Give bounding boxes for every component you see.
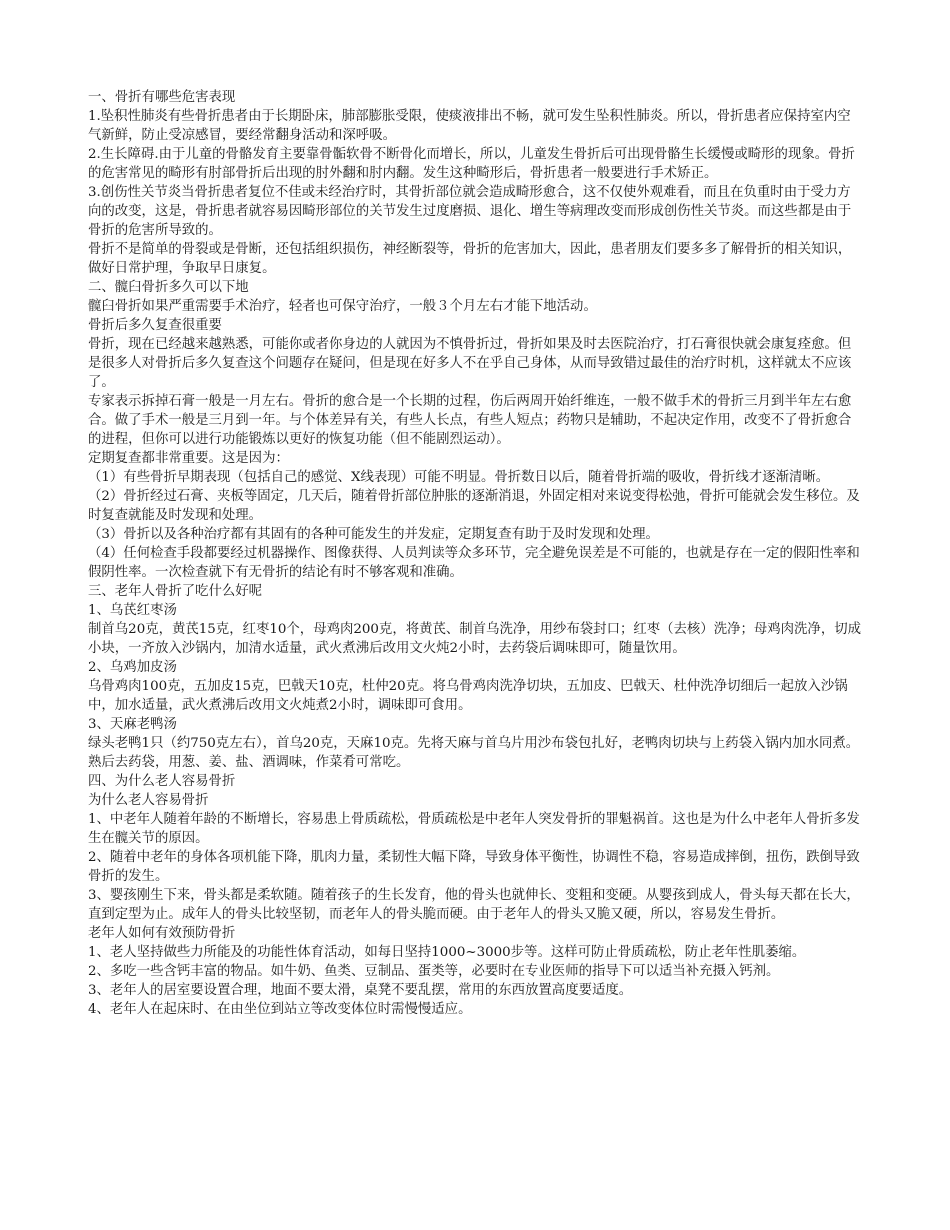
list-item: 3、婴孩刚生下来，骨头都是柔软随。随着孩子的生长发育，他的骨头也就伸长、变粗和变硬。从婴孩到成人，骨头每天都在长大，直到定型为止。成年人的骨头比较坚韧，而老年人的骨头脆而硬。由于老年人的骨头又脆又硬，所以，容易发生骨折。 bbox=[88, 888, 860, 922]
list-item: 3、老年人的居室要设置合理，地面不要太滑，桌凳不要乱摆，常用的东西放置高度要适度。 bbox=[88, 983, 633, 998]
list-item: （2）骨折经过石膏、夹板等固定，几天后，随着骨折部位肿胀的逐渐消退，外固定相对来说变得松弛，骨折可能就会发生移位。及时复查就能及时发现和处理。 bbox=[88, 489, 860, 523]
section-heading: 四、为什么老人容易骨折 bbox=[88, 774, 236, 789]
paragraph: 绿头老鸭1只（约750克左右），首乌20克，天麻10克。先将天麻与首乌片用沙布袋包扎好，老鸭肉切块与上药袋入锅内加水同煮。熟后去药袋，用葱、姜、盐、酒调味，作菜肴可常吃。 bbox=[88, 736, 860, 770]
paragraph: 专家表示拆掉石膏一般是一月左右。骨折的愈合是一个长期的过程，伤后两周开始纤维连，一般不做手术的骨折三月到半年左右愈合。做了手术一般是三月到一年。与个体差异有关，有些人长点，有些人短点；药物只是辅助，不起决定作用，改变不了骨折愈合的进程，但你可以进行功能锻炼以更好的恢复功能（但不能剧烈运动）。 bbox=[88, 394, 852, 447]
list-item: 1、老人坚持做些力所能及的功能性体育活动，如每日坚持1000~3000步等。这样可防止骨质疏松，防止老年性肌萎缩。 bbox=[88, 945, 806, 960]
paragraph: 2.生长障碍.由于儿童的骨骼发育主要靠骨骺软骨不断骨化而增长，所以，儿童发生骨折后可出现骨骼生长缓慢或畸形的现象。骨折的危害常见的畸形有肘部骨折后出现的肘外翻和肘内翻。发生这种畸形后，骨折患者一般要进行手术矫正。 bbox=[88, 147, 855, 181]
list-item: 1、中老年人随着年龄的不断增长，容易患上骨质疏松，骨质疏松是中老年人突发骨折的罪魁祸首。这也是为什么中老年人骨折多发生在髋关节的原因。 bbox=[88, 812, 860, 846]
paragraph: 1.坠积性肺炎有些骨折患者由于长期卧床，肺部膨胀受限，使痰液排出不畅，就可发生坠积性肺炎。所以，骨折患者应保持室内空气新鲜，防止受凉感冒，要经常翻身活动和深呼吸。 bbox=[88, 109, 851, 143]
list-item: 2、多吃一些含钙丰富的物品。如牛奶、鱼类、豆制品、蛋类等，必要时在专业医师的指导下可以适当补充摄入钙剂。 bbox=[88, 964, 780, 979]
paragraph: 骨折不是简单的骨裂或是骨断，还包括组织损伤，神经断裂等，骨折的危害加大，因此，患者朋友们要多多了解骨折的相关知识，做好日常护理，争取早日康复。 bbox=[88, 242, 852, 276]
paragraph: 制首乌20克，黄芪15克，红枣10个，母鸡肉200克，将黄芪、制首乌洗净，用纱布袋封口；红枣（去核）洗净；母鸡肉洗净，切成小块，一齐放入沙锅内，加清水适量，武火煮沸后改用文火炖2小时，去药袋后调味即可，随量饮用。 bbox=[88, 622, 861, 656]
section-heading: 三、老年人骨折了吃什么好呢 bbox=[88, 584, 263, 599]
document-body bbox=[88, 88, 863, 1019]
subheading: 老年人如何有效预防骨折 bbox=[88, 926, 236, 941]
list-item: （3）骨折以及各种治疗都有其固有的各种可能发生的并发症，定期复查有助于及时发现和处理。 bbox=[88, 527, 659, 542]
list-item: （1）有些骨折早期表现（包括自己的感觉、X线表现）可能不明显。骨折数日以后，随着骨折端的吸收，骨折线才逐渐清晰。 bbox=[88, 470, 830, 485]
section-heading: 一、骨折有哪些危害表现 bbox=[88, 90, 236, 105]
subheading: 2、乌鸡加皮汤 bbox=[88, 660, 177, 675]
subheading: 1、乌芪红枣汤 bbox=[88, 603, 177, 618]
paragraph: 髋臼骨折如果严重需要手术治疗，轻者也可保守治疗，一般３个月左右才能下地活动。 bbox=[88, 299, 597, 314]
paragraph: 3.创伤性关节炎当骨折患者复位不佳或未经治疗时，其骨折部位就会造成畸形愈合，这不仅使外观难看，而且在负重时由于受力方向的改变，这是，骨折患者就容易因畸形部位的关节发生过度磨损、退化、增生等病理改变而形成创伤性关节炎。而这些都是由于骨折的危害所导致的。 bbox=[88, 185, 852, 238]
list-item: （4）任何检查手段都要经过机器操作、图像获得、人员判读等众多环节，完全避免误差是不可能的，也就是存在一定的假阳性率和假阴性率。一次检查就下有无骨折的结论有时不够客观和准确。 bbox=[88, 546, 860, 580]
section-heading: 二、髋臼骨折多久可以下地 bbox=[88, 280, 249, 295]
subheading: 为什么老人容易骨折 bbox=[88, 793, 209, 808]
subheading: 3、天麻老鸭汤 bbox=[88, 717, 177, 732]
paragraph: 定期复查都非常重要。这是因为： bbox=[88, 451, 289, 466]
list-item: 4、老年人在起床时、在由坐位到站立等改变体位时需慢慢适应。 bbox=[88, 1002, 472, 1017]
list-item: 2、随着中老年的身体各项机能下降，肌肉力量，柔韧性大幅下降，导致身体平衡性，协调性不稳，容易造成摔倒，扭伤，跌倒导致骨折的发生。 bbox=[88, 850, 860, 884]
paragraph: 骨折，现在已经越来越熟悉，可能你或者你身边的人就因为不慎骨折过，骨折如果及时去医院治疗，打石膏很快就会康复痊愈。但是很多人对骨折后多久复查这个问题存在疑问，但是现在好多人不在乎自己身体，从而导致错过最佳的治疗时机，这样就太不应该了。 bbox=[88, 337, 852, 390]
subheading: 骨折后多久复查很重要 bbox=[88, 318, 222, 333]
paragraph: 乌骨鸡肉100克，五加皮15克，巴戟天10克，杜仲20克。将乌骨鸡肉洗净切块，五加皮、巴戟天、杜仲洗净切细后一起放入沙锅中，加水适量，武火煮沸后改用文火炖煮2小时，调味即可食用。 bbox=[88, 679, 848, 713]
